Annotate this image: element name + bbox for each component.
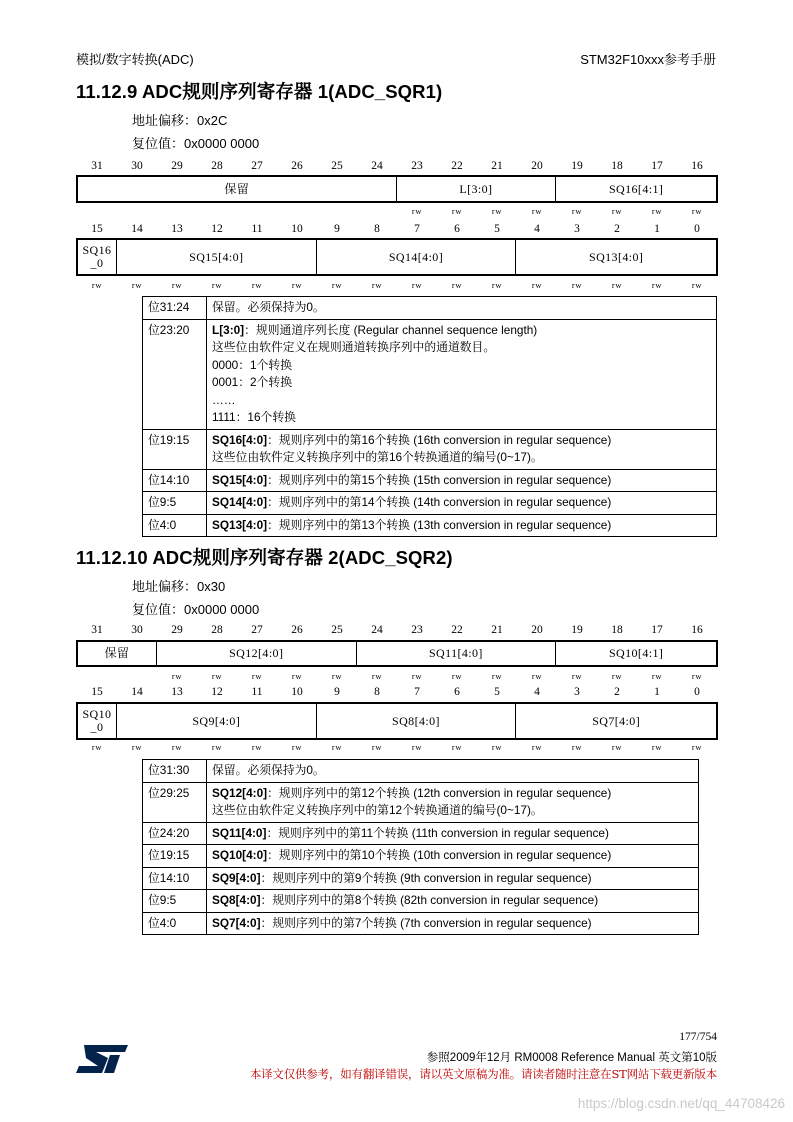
access-label: rw: [691, 206, 703, 216]
page-number: 177/754: [679, 1031, 717, 1043]
access-label: rw: [171, 742, 183, 752]
access-label: rw: [651, 280, 663, 290]
access-label: rw: [531, 280, 543, 290]
bit-number: 28: [211, 160, 223, 172]
watermark: https://blog.csdn.net/qq_44708426: [577, 1096, 785, 1111]
bit-number: 8: [374, 686, 380, 698]
bit-number: 17: [651, 160, 663, 172]
access-label: rw: [211, 742, 223, 752]
bit-description: [207, 845, 699, 868]
bit-number: 2: [614, 223, 620, 235]
bit-number: 7: [414, 223, 420, 235]
register-row-high: [76, 640, 718, 667]
access-label: rw: [171, 671, 183, 681]
access-label: rw: [131, 742, 143, 752]
access-label: rw: [371, 742, 383, 752]
description-line: [212, 802, 693, 820]
access-label: rw: [651, 742, 663, 752]
description-text: ：规则序列中的第9个转换 (9th conversion in regular sequence): [260, 870, 592, 885]
access-label: rw: [251, 742, 263, 752]
bit-number: 18: [611, 160, 623, 172]
access-label: rw: [291, 280, 303, 290]
bit-description: [207, 469, 717, 492]
address-offset: 地址偏移：0x30: [132, 579, 226, 594]
bit-number: 16: [691, 624, 703, 636]
description-text: ：规则序列中的第15个转换 (15th conversion in regular sequence): [267, 472, 612, 487]
register-field: SQ8[4:0]: [317, 704, 517, 738]
access-label: rw: [691, 280, 703, 290]
bit-range: 位14:10: [143, 469, 207, 492]
table-row: [143, 492, 717, 515]
description-text: 保留。必须保持为0。: [212, 300, 325, 314]
bit-number: 7: [414, 686, 420, 698]
bit-number: 2: [614, 686, 620, 698]
bit-description: [207, 514, 717, 537]
field-name: SQ13[4:0]: [212, 517, 268, 532]
reference-note: 参照2009年12月 RM0008 Reference Manual 英文第10版: [426, 1052, 717, 1064]
access-label: rw: [91, 280, 103, 290]
bit-number: 23: [411, 160, 423, 172]
access-label: rw: [531, 742, 543, 752]
access-label: rw: [691, 742, 703, 752]
st-logo: [76, 1043, 130, 1075]
section-title: 11.12.10 ADC规则序列寄存器 2(ADC_SQR2): [76, 547, 453, 568]
access-label: rw: [411, 742, 423, 752]
table-row: [143, 297, 717, 320]
register-field: SQ9[4:0]: [117, 704, 317, 738]
bit-number: 9: [334, 686, 340, 698]
table-row: [143, 912, 699, 935]
description-text: 0001：2个转换: [212, 375, 292, 389]
register-row-low: [76, 238, 718, 276]
bit-range: 位19:15: [143, 429, 207, 469]
translation-disclaimer: 本译文仅供参考，如有翻译错误，请以英文原稿为准。请读者随时注意在ST网站下载更新版本: [249, 1067, 717, 1081]
access-label: rw: [611, 671, 623, 681]
bit-number: 31: [91, 624, 103, 636]
bit-number: 30: [131, 624, 143, 636]
access-label: rw: [611, 206, 623, 216]
table-row: [143, 469, 717, 492]
register-field: SQ12[4:0]: [157, 642, 357, 665]
register-field: 保留: [78, 642, 157, 665]
bit-number: 4: [534, 223, 540, 235]
bit-number: 4: [534, 686, 540, 698]
register-field: SQ11[4:0]: [357, 642, 557, 665]
access-label: rw: [211, 671, 223, 681]
bit-number: 17: [651, 624, 663, 636]
access-label: rw: [331, 742, 343, 752]
bit-range: 位9:5: [143, 890, 207, 913]
bit-number: 10: [291, 686, 303, 698]
bit-description: [207, 867, 699, 890]
field-name: SQ11[4:0]: [212, 825, 267, 840]
description-line: [212, 392, 711, 410]
access-label: rw: [451, 671, 463, 681]
bit-range: 位4:0: [143, 912, 207, 935]
bit-description-table: [142, 296, 717, 537]
bit-description: [207, 782, 699, 822]
bit-number: 1: [654, 686, 660, 698]
bit-range: 位9:5: [143, 492, 207, 515]
bit-number: 27: [251, 624, 263, 636]
table-row: [143, 867, 699, 890]
bit-number: 18: [611, 624, 623, 636]
access-label: rw: [571, 671, 583, 681]
bit-number: 0: [694, 223, 700, 235]
bit-number: 12: [211, 223, 223, 235]
access-label: rw: [651, 206, 663, 216]
header-right: STM32F10xxx参考手册: [580, 52, 716, 67]
register-field: SQ10 _0: [78, 704, 117, 738]
description-text: ：规则序列中的第16个转换 (16th conversion in regular sequence): [267, 432, 612, 447]
table-row: [143, 514, 717, 537]
address-offset: 地址偏移：0x2C: [132, 113, 228, 128]
bit-range: 位29:25: [143, 782, 207, 822]
bit-number: 13: [171, 223, 183, 235]
bit-number: 8: [374, 223, 380, 235]
access-label: rw: [491, 742, 503, 752]
bit-number: 30: [131, 160, 143, 172]
field-name: SQ10[4:0]: [212, 848, 268, 862]
bit-numbers-low: [77, 223, 717, 237]
description-line: [212, 892, 693, 910]
access-label: rw: [251, 671, 263, 681]
bit-number: 24: [371, 624, 383, 636]
access-label: rw: [651, 671, 663, 681]
register-field: SQ13[4:0]: [589, 249, 644, 264]
access-label: rw: [211, 280, 223, 290]
bit-numbers-low: [77, 686, 717, 700]
access-label: rw: [491, 206, 503, 216]
access-label: rw: [411, 280, 423, 290]
bit-range: 位24:20: [143, 822, 207, 845]
register-field: SQ10[4:1]: [608, 646, 664, 660]
access-label: rw: [571, 742, 583, 752]
bit-number: 19: [571, 160, 583, 172]
bit-number: 25: [331, 160, 343, 172]
bit-number: 13: [171, 686, 183, 698]
bit-number: 3: [574, 223, 580, 235]
register-field: SQ15[4:0]: [117, 240, 317, 274]
bit-number: 16: [691, 160, 703, 172]
field-name: SQ16[4:0]: [212, 432, 268, 447]
bit-number: 11: [251, 686, 263, 698]
table-row: [143, 890, 699, 913]
bit-description: [207, 429, 717, 469]
field-name: L[3:0]: [212, 322, 245, 337]
table-row: [143, 822, 699, 845]
bit-range: 位4:0: [143, 514, 207, 537]
bit-number: 24: [371, 160, 383, 172]
reset-value: 复位值：0x0000 0000: [132, 136, 260, 151]
bit-number: 1: [654, 223, 660, 235]
description-text: 保留。必须保持为0。: [212, 763, 325, 777]
register-field: 保留: [78, 177, 397, 201]
table-row: [143, 782, 699, 822]
bit-number: 27: [251, 160, 263, 172]
header-left: 模拟/数字转换(ADC): [76, 52, 194, 67]
bit-number: 29: [171, 624, 183, 636]
bit-number: 15: [91, 223, 103, 235]
register-field: SQ7[4:0]: [592, 713, 641, 728]
bit-number: 15: [91, 686, 103, 698]
bit-range: 位14:10: [143, 867, 207, 890]
access-label: rw: [411, 671, 423, 681]
bit-number: 26: [291, 160, 303, 172]
field-name: SQ15[4:0]: [212, 472, 268, 487]
bit-description: [207, 822, 699, 845]
access-label: rw: [91, 742, 103, 752]
description-text: ：规则序列中的第7个转换 (7th conversion in regular sequence): [260, 915, 592, 930]
bit-number: 28: [211, 624, 223, 636]
access-label: rw: [451, 280, 463, 290]
access-label: rw: [691, 671, 703, 681]
bit-range: 位31:30: [143, 760, 207, 783]
bit-number: 0: [694, 686, 700, 698]
table-row: [143, 845, 699, 868]
bit-description: [207, 297, 717, 320]
register-field: SQ16 _0: [78, 240, 117, 274]
access-row-high: [77, 206, 717, 218]
description-text: ：规则序列中的第10个转换 (10th conversion in regular sequence): [267, 848, 612, 862]
bit-number: 23: [411, 624, 423, 636]
bit-number: 5: [494, 686, 500, 698]
bit-number: 22: [451, 160, 463, 172]
bit-range: 位31:24: [143, 297, 207, 320]
access-label: rw: [571, 280, 583, 290]
access-row-low: [77, 280, 717, 292]
description-line: [212, 449, 711, 467]
bit-number: 14: [131, 223, 143, 235]
description-line: [212, 762, 693, 780]
bit-description: [207, 492, 717, 515]
description-text: ：规则序列中的第12个转换 (12th conversion in regular sequence): [267, 785, 612, 800]
access-label: rw: [251, 280, 263, 290]
access-row-low: [77, 742, 717, 754]
access-label: rw: [331, 671, 343, 681]
access-label: rw: [531, 671, 543, 681]
field-name: SQ8[4:0]: [212, 893, 261, 907]
access-label: rw: [371, 280, 383, 290]
access-label: rw: [491, 280, 503, 290]
bit-number: 10: [291, 223, 303, 235]
description-text: 这些位由软件定义转换序列中的第12个转换通道的编号(0~17)。: [212, 803, 543, 817]
access-label: rw: [611, 742, 623, 752]
description-line: [212, 472, 711, 490]
bit-number: 25: [331, 624, 343, 636]
access-label: rw: [491, 671, 503, 681]
access-label: rw: [131, 280, 143, 290]
section-title: 11.12.9 ADC规则序列寄存器 1(ADC_SQR1): [76, 81, 443, 102]
access-label: rw: [411, 206, 423, 216]
description-line: [212, 339, 711, 357]
bit-description: [207, 890, 699, 913]
bit-number: 19: [571, 624, 583, 636]
table-row: [143, 760, 699, 783]
description-text: ：规则通道序列长度 (Regular channel sequence length): [244, 322, 538, 337]
description-line: [212, 494, 711, 512]
field-name: SQ9[4:0]: [212, 870, 261, 885]
access-label: rw: [291, 742, 303, 752]
description-line: [212, 915, 693, 933]
bit-number: 21: [491, 160, 503, 172]
description-line: [212, 299, 711, 317]
description-text: ：规则序列中的第8个转换 (82th conversion in regular sequence): [260, 893, 599, 907]
bit-description: [207, 760, 699, 783]
description-line: [212, 409, 711, 427]
bit-numbers-high: [77, 160, 717, 174]
access-label: rw: [531, 206, 543, 216]
bit-description: [207, 319, 717, 429]
bit-range: 位19:15: [143, 845, 207, 868]
bit-description: [207, 912, 699, 935]
access-label: rw: [451, 206, 463, 216]
description-text: 0000：1个转换: [212, 357, 292, 372]
access-label: rw: [331, 280, 343, 290]
description-text: ：规则序列中的第13个转换 (13th conversion in regular sequence): [267, 517, 612, 532]
description-text: 这些位由软件定义在规则通道转换序列中的通道数目。: [212, 340, 496, 354]
bit-number: 22: [451, 624, 463, 636]
register-row-low: [76, 702, 718, 740]
description-line: [212, 357, 711, 375]
register-field: SQ14[4:0]: [317, 240, 517, 274]
access-row-high: [77, 671, 717, 683]
description-line: [212, 432, 711, 450]
access-label: rw: [171, 280, 183, 290]
description-line: [212, 825, 693, 843]
bit-numbers-high: [77, 624, 717, 638]
reset-value: 复位值：0x0000 0000: [132, 602, 260, 617]
bit-number: 5: [494, 223, 500, 235]
bit-number: 6: [454, 686, 460, 698]
description-text: ：规则序列中的第14个转换 (14th conversion in regular sequence): [267, 495, 612, 509]
bit-number: 21: [491, 624, 503, 636]
table-row: [143, 429, 717, 469]
access-label: rw: [371, 671, 383, 681]
access-label: rw: [571, 206, 583, 216]
access-label: rw: [291, 671, 303, 681]
bit-number: 6: [454, 223, 460, 235]
description-line: [212, 322, 711, 340]
bit-number: 31: [91, 160, 103, 172]
description-text: 1111：16个转换: [212, 410, 296, 424]
access-label: rw: [611, 280, 623, 290]
description-line: [212, 517, 711, 535]
description-text: ……: [212, 392, 236, 407]
access-label: rw: [451, 742, 463, 752]
bit-description-table: [142, 759, 699, 935]
description-line: [212, 847, 693, 865]
bit-range: 位23:20: [143, 319, 207, 429]
description-line: [212, 374, 711, 392]
field-name: SQ14[4:0]: [212, 495, 268, 509]
bit-number: 29: [171, 160, 183, 172]
bit-number: 26: [291, 624, 303, 636]
description-line: [212, 870, 693, 888]
description-line: [212, 785, 693, 803]
bit-number: 12: [211, 686, 223, 698]
description-text: 这些位由软件定义转换序列中的第16个转换通道的编号(0~17)。: [212, 450, 543, 464]
bit-number: 20: [531, 160, 543, 172]
bit-number: 14: [131, 686, 143, 698]
register-field: L[3:0]: [397, 177, 557, 201]
field-name: SQ12[4:0]: [212, 785, 268, 800]
field-name: SQ7[4:0]: [212, 915, 261, 930]
table-row: [143, 319, 717, 429]
bit-number: 9: [334, 223, 340, 235]
bit-number: 20: [531, 624, 543, 636]
register-field: SQ16[4:1]: [608, 181, 664, 196]
bit-number: 3: [574, 686, 580, 698]
description-text: ：规则序列中的第11个转换 (11th conversion in regular sequence): [266, 825, 609, 840]
register-row-high: [76, 175, 718, 203]
bit-number: 11: [251, 223, 263, 235]
